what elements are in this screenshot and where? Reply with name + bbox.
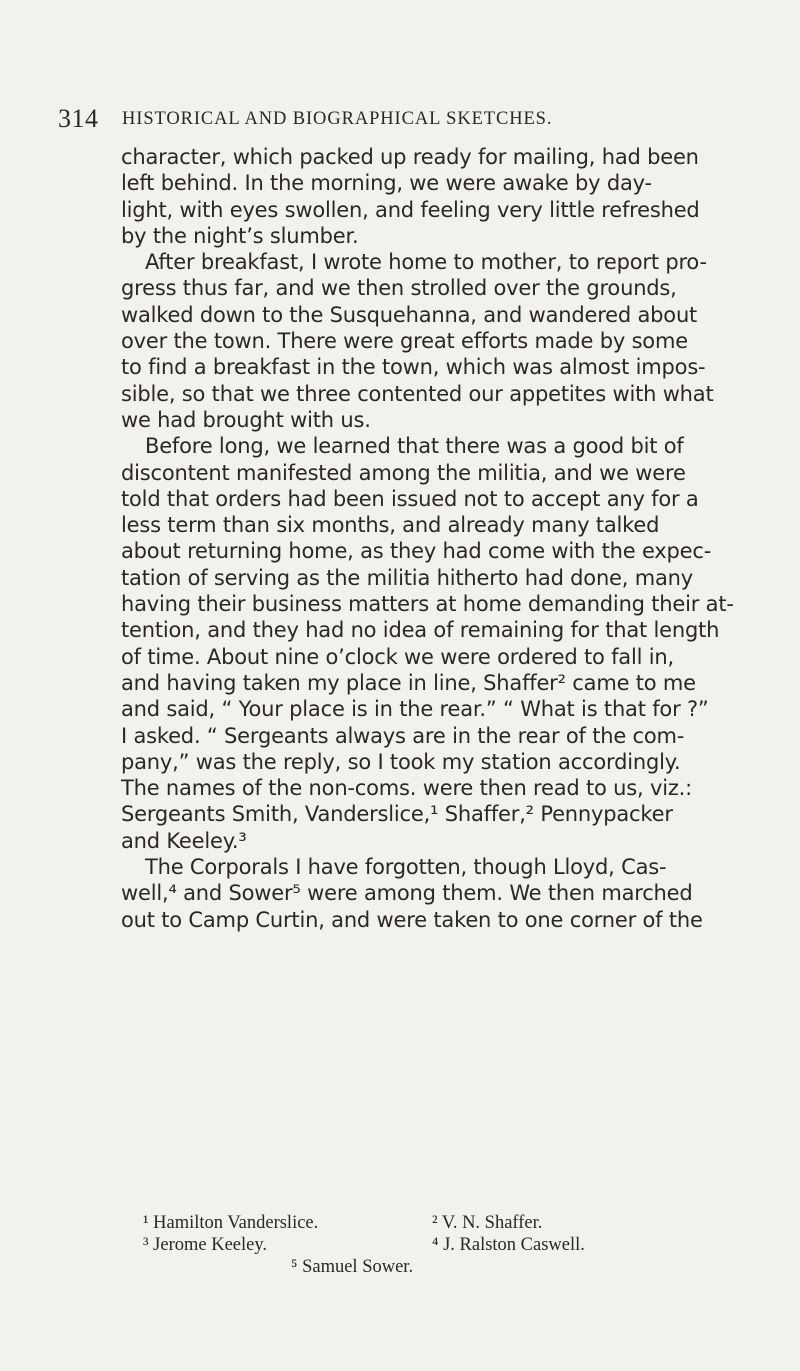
text-line: After breakfast, I wrote home to mother, to report pro- <box>145 250 707 275</box>
text-line: I asked. “ Sergeants always are in the rear of the com- <box>121 723 685 748</box>
page-number: 314 <box>58 104 99 133</box>
text-line: Before long, we learned that there was a good bit of <box>145 434 684 459</box>
text-line: light, with eyes swollen, and feeling very little refreshed <box>121 197 700 222</box>
footnote-4: ⁴ J. Ralston Caswell. <box>432 1235 585 1255</box>
body-text <box>121 144 734 933</box>
footnote-3: ³ Jerome Keeley. <box>143 1235 268 1255</box>
text-line: tation of serving as the militia hitherto had done, many <box>121 565 693 590</box>
text-line: having their business matters at home demanding their at- <box>121 592 734 617</box>
text-line: well,⁴ and Sower⁵ were among them. We then marched <box>121 881 693 906</box>
running-head <box>58 104 698 138</box>
text-line: over the town. There were great efforts made by some <box>121 329 688 354</box>
footnote-row <box>143 1234 703 1256</box>
text-line: walked down to the Susquehanna, and wandered about <box>121 302 698 327</box>
footnote-row <box>143 1212 703 1234</box>
text-line: tention, and they had no idea of remaining for that length <box>121 618 720 643</box>
text-line: about returning home, as they had come with the expec- <box>121 539 712 564</box>
text-line: gress thus far, and we then strolled over the grounds, <box>121 276 677 301</box>
text-line: we had brought with us. <box>121 407 371 432</box>
text-line: The Corporals I have forgotten, though Lloyd, Cas- <box>145 855 667 880</box>
text-line: left behind. In the morning, we were awake by day- <box>121 171 652 196</box>
text-line: less term than six months, and already many talked <box>121 513 660 538</box>
text-line: to find a breakfast in the town, which was almost impos- <box>121 355 706 380</box>
text-line: out to Camp Curtin, and were taken to one corner of the <box>121 907 703 932</box>
footnote-row <box>143 1256 703 1278</box>
text-line: sible, so that we three contented our appetites with what <box>121 381 714 406</box>
running-title: HISTORICAL AND BIOGRAPHICAL SKETCHES. <box>122 109 553 129</box>
footnote-1: ¹ Hamilton Vanderslice. <box>143 1213 319 1233</box>
text-line: and said, “ Your place is in the rear.” “ What is that for ?” <box>121 697 709 722</box>
text-line: pany,” was the reply, so I took my station accordingly. <box>121 749 681 774</box>
text-line: and having taken my place in line, Shaffer² came to me <box>121 670 696 695</box>
text-line: told that orders had been issued not to accept any for a <box>121 486 699 511</box>
text-line: and Keeley.³ <box>121 828 247 853</box>
footnote-2: ² V. N. Shaffer. <box>432 1213 543 1233</box>
text-line: The names of the non-coms. were then read to us, viz.: <box>121 776 693 801</box>
text-line: discontent manifested among the militia, and we were <box>121 460 686 485</box>
text-line: of time. About nine o’clock we were ordered to fall in, <box>121 644 674 669</box>
footnotes <box>143 1212 703 1278</box>
footnote-5: ⁵ Samuel Sower. <box>291 1257 414 1277</box>
text-line: Sergeants Smith, Vanderslice,¹ Shaffer,² Pennypacker <box>121 802 673 827</box>
text-line: character, which packed up ready for mailing, had been <box>121 145 699 169</box>
text-line: by the night’s slumber. <box>121 223 359 248</box>
